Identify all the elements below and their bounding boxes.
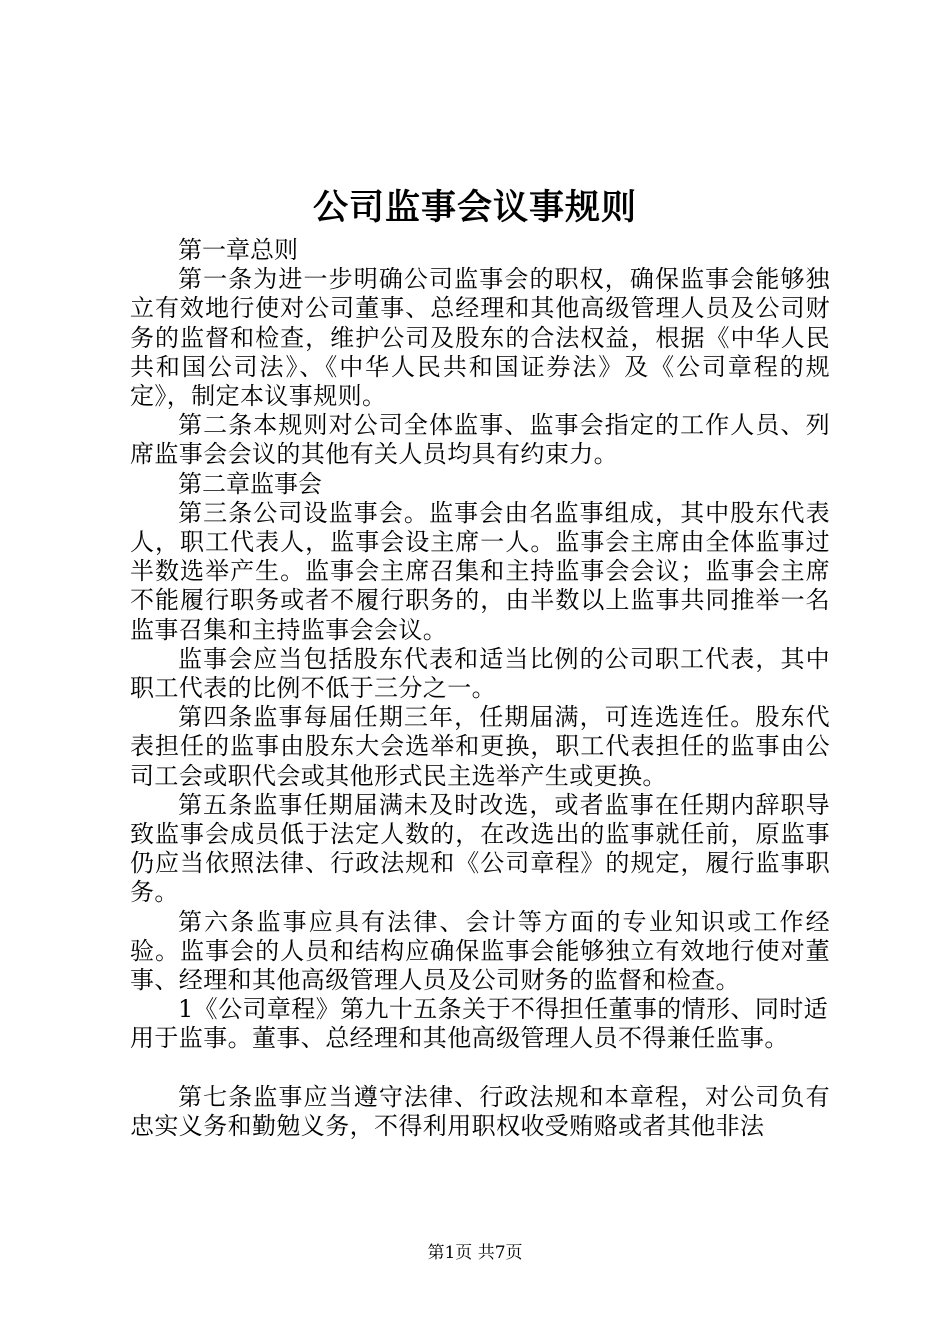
article-1: 第一条为进一步明确公司监事会的职权，确保监事会能够独立有效地行使对公司董事、总经理和其他高级管理人员及公司财务的监督和检查，维护公司及股东的合法权益，根据《中华人民共和国公司法》、《中华人民共和国证券法》及《公司章程的规定》，制定本议事规则。 [130, 265, 830, 411]
paragraph-gap [130, 1054, 830, 1083]
article-3: 第三条公司设监事会。监事会由名监事组成，其中股东代表人，职工代表人，监事会设主席一人。监事会主席由全体监事过半数选举产生。监事会主席召集和主持监事会会议；监事会主席不能履行职务或者不履行职务的，由半数以上监事共同推举一名监事召集和主持监事会会议。 [130, 498, 830, 644]
page-number-footer: 第1页 共7页 [427, 1243, 523, 1263]
article-6: 第六条监事应具有法律、会计等方面的专业知识或工作经验。监事会的人员和结构应确保监事会能够独立有效地行使对董事、经理和其他高级管理人员及公司财务的监督和检查。 [130, 907, 830, 995]
chapter-1-heading: 第一章总则 [178, 236, 298, 264]
article-5: 第五条监事任期届满未及时改选，或者监事在任期内辞职导致监事会成员低于法定人数的，在改选出的监事就任前，原监事仍应当依照法律、行政法规和《公司章程》的规定，履行监事职务。 [130, 790, 830, 907]
note-1: 1《公司章程》第九十五条关于不得担任董事的情形、同时适用于监事。董事、总经理和其他高级管理人员不得兼任监事。 [130, 995, 829, 1053]
article-3-supplement: 监事会应当包括股东代表和适当比例的公司职工代表，其中职工代表的比例不低于三分之一。 [130, 644, 830, 703]
article-4: 第四条监事每届任期三年，任期届满，可连选连任。股东代表担任的监事由股东大会选举和更换，职工代表担任的监事由公司工会或职代会或其他形式民主选举产生或更换。 [130, 703, 830, 790]
document-title: 公司监事会议事规则 [312, 188, 637, 228]
document-body [130, 236, 830, 1141]
article-2: 第二条本规则对公司全体监事、监事会指定的工作人员、列席监事会会议的其他有关人员均具有约束力。 [130, 411, 830, 469]
chapter-2-heading: 第二章监事会 [178, 469, 322, 498]
article-7: 第七条监事应当遵守法律、行政法规和本章程，对公司负有忠实义务和勤勉义务，不得利用职权收受贿赂或者其他非法 [130, 1082, 830, 1140]
